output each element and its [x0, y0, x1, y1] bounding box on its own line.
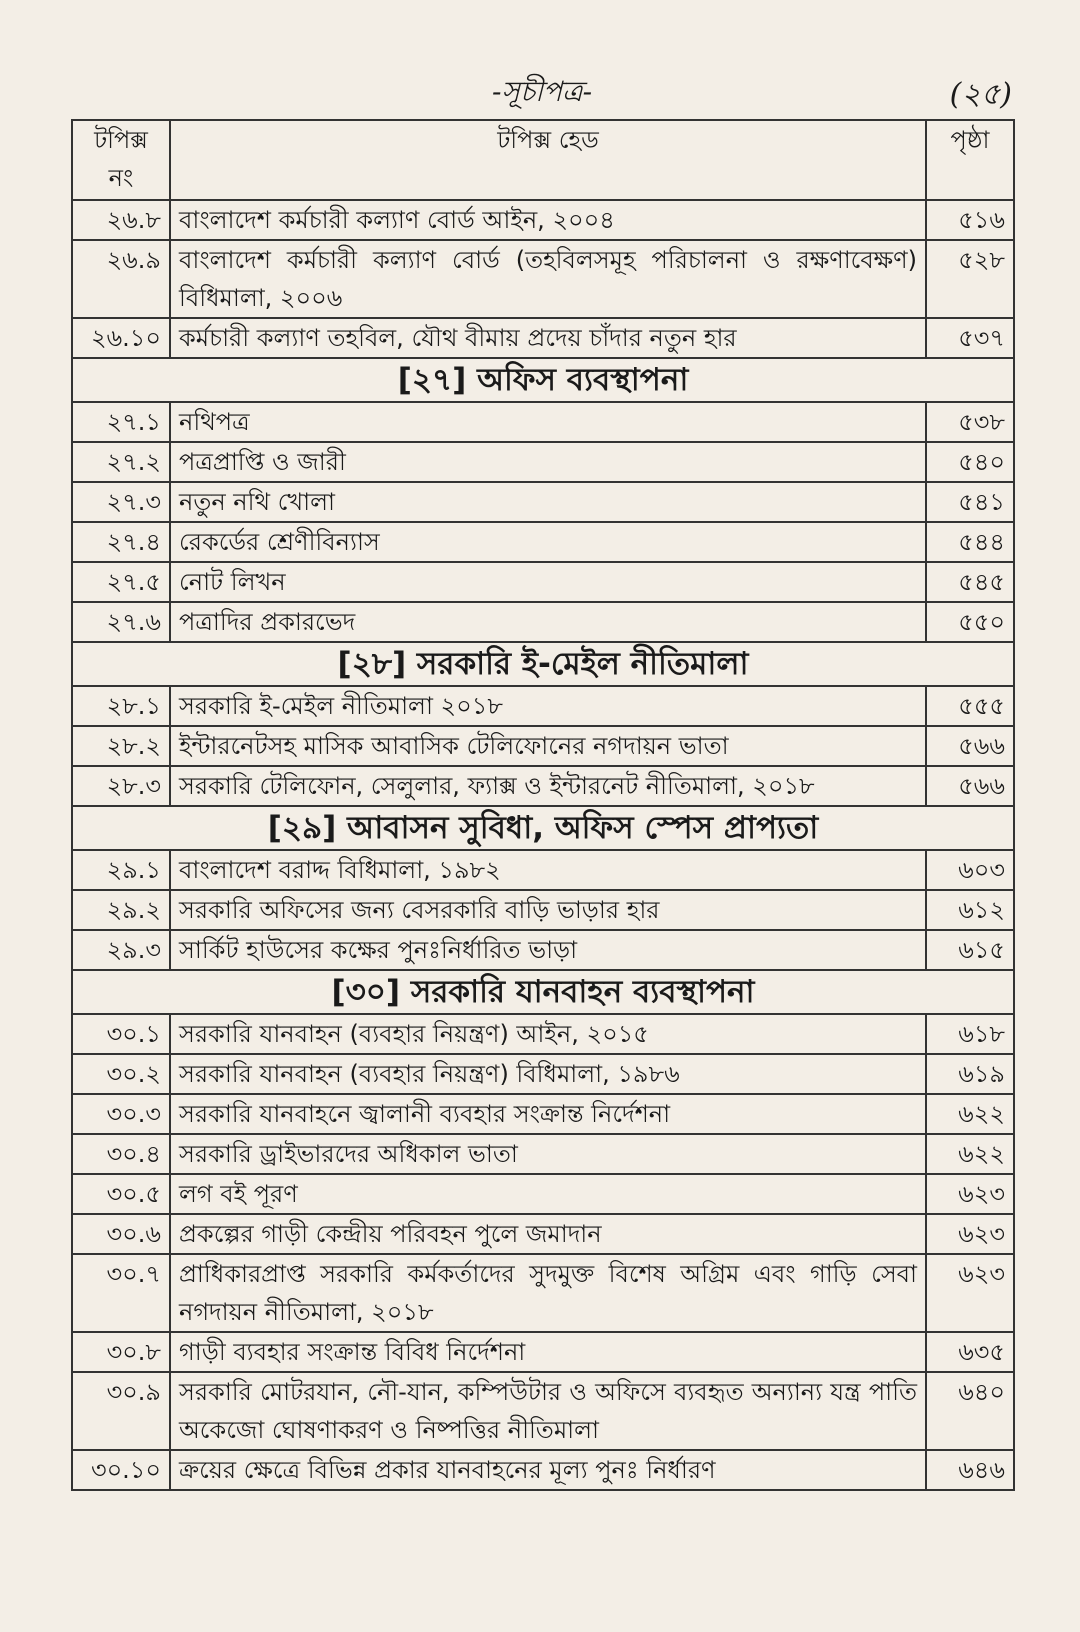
- topic-number: ২৭.২: [72, 442, 170, 482]
- topic-title: প্রাধিকারপ্রাপ্ত সরকারি কর্মকর্তাদের সুদমুক্ত বিশেষ অগ্রিম এবং গাড়ি সেবা নগদায়ন নীতিমালা, ২০১৮: [170, 1254, 926, 1332]
- table-row: [72, 200, 1014, 240]
- topic-number: ৩০.৫: [72, 1174, 170, 1214]
- topic-title: সরকারি ই-মেইল নীতিমালা ২০১৮: [170, 686, 926, 726]
- topic-title: ইন্টারনেটসহ মাসিক আবাসিক টেলিফোনের নগদায়ন ভাতা: [170, 726, 926, 766]
- column-header-topic-no: টপিক্স নং: [72, 120, 170, 200]
- topic-number: ৩০.১: [72, 1014, 170, 1054]
- table-row: [72, 1014, 1014, 1054]
- page-ref: ৫৪৪: [926, 522, 1014, 562]
- page-ref: ৬২৩: [926, 1214, 1014, 1254]
- table-row: [72, 1332, 1014, 1372]
- topic-title: নোট লিখন: [170, 562, 926, 602]
- table-row: [72, 686, 1014, 726]
- page-ref: ৬২৩: [926, 1254, 1014, 1332]
- page-ref: ৬২২: [926, 1134, 1014, 1174]
- page-ref: ৬২২: [926, 1094, 1014, 1134]
- topic-number: ২৯.২: [72, 890, 170, 930]
- contents-table: [71, 119, 1015, 1491]
- section-heading-text: [২৭] অফিস ব্যবস্থাপনা: [397, 362, 689, 398]
- table-row: [72, 1134, 1014, 1174]
- topic-number: ৩০.১০: [72, 1450, 170, 1490]
- page-ref: ৬১৮: [926, 1014, 1014, 1054]
- table-row: [72, 850, 1014, 890]
- topic-title: কর্মচারী কল্যাণ তহবিল, যৌথ বীমায় প্রদেয় চাঁদার নতুন হার: [170, 318, 926, 358]
- topic-title: গাড়ী ব্যবহার সংক্রান্ত বিবিধ নির্দেশনা: [170, 1332, 926, 1372]
- topic-title: নতুন নথি খোলা: [170, 482, 926, 522]
- table-header-row: [72, 120, 1014, 200]
- topic-number: ৩০.২: [72, 1054, 170, 1094]
- topic-title: নথিপত্র: [170, 402, 926, 442]
- topic-number: ৩০.৯: [72, 1372, 170, 1450]
- topic-title: বাংলাদেশ বরাদ্দ বিধিমালা, ১৯৮২: [170, 850, 926, 890]
- topic-title: সরকারি মোটরযান, নৌ-যান, কম্পিউটার ও অফিসে ব্যবহৃত অন্যান্য যন্ত্র পাতি অকেজো ঘোষণাকরণ ও নিষ্পত্তির নীতিমালা: [170, 1372, 926, 1450]
- table-row: [72, 1254, 1014, 1332]
- topic-number: ২৬.৮: [72, 200, 170, 240]
- table-row: [72, 1214, 1014, 1254]
- table-row: [72, 890, 1014, 930]
- topic-title: সরকারি অফিসের জন্য বেসরকারি বাড়ি ভাড়ার হার: [170, 890, 926, 930]
- table-row: [72, 1174, 1014, 1214]
- table-row: [72, 726, 1014, 766]
- section-heading-row: [72, 358, 1014, 402]
- table-row: [72, 318, 1014, 358]
- table-row: [72, 522, 1014, 562]
- page-ref: ৫২৮: [926, 240, 1014, 318]
- column-header-page: পৃষ্ঠা: [926, 120, 1014, 200]
- topic-title: বাংলাদেশ কর্মচারী কল্যাণ বোর্ড (তহবিলসমূহ পরিচালনা ও রক্ষণাবেক্ষণ) বিধিমালা, ২০০৬: [170, 240, 926, 318]
- topic-title: পত্রাদির প্রকারভেদ: [170, 602, 926, 642]
- page-ref: ৬০৩: [926, 850, 1014, 890]
- section-heading-row: [72, 642, 1014, 686]
- page-number: (২৫): [949, 77, 1012, 112]
- section-heading-text: [২৯] আবাসন সুবিধা, অফিস স্পেস প্রাপ্যতা: [267, 810, 819, 846]
- topic-number: ২৬.৯: [72, 240, 170, 318]
- section-heading-text: [২৮] সরকারি ই-মেইল নীতিমালা: [337, 646, 749, 682]
- section-heading-row: [72, 806, 1014, 850]
- topic-title: পত্রপ্রাপ্তি ও জারী: [170, 442, 926, 482]
- page-title: -সূচীপত্র-: [491, 75, 593, 108]
- page-ref: ৫১৬: [926, 200, 1014, 240]
- topic-number: ২৭.৫: [72, 562, 170, 602]
- section-heading: [72, 806, 1014, 850]
- page-ref: ৫৩৮: [926, 402, 1014, 442]
- topic-number: ২৭.৩: [72, 482, 170, 522]
- section-heading-text: [৩০] সরকারি যানবাহন ব্যবস্থাপনা: [331, 974, 755, 1010]
- page-ref: ৫৫০: [926, 602, 1014, 642]
- topic-number: ২৮.৩: [72, 766, 170, 806]
- topic-number: ৩০.৭: [72, 1254, 170, 1332]
- table-row: [72, 240, 1014, 318]
- topic-number: ২৯.৩: [72, 930, 170, 970]
- column-header-topic-head: টপিক্স হেড: [170, 120, 926, 200]
- topic-number: ৩০.৮: [72, 1332, 170, 1372]
- section-heading: [72, 642, 1014, 686]
- topic-title: সরকারি যানবাহনে জ্বালানী ব্যবহার সংক্রান্ত নির্দেশনা: [170, 1094, 926, 1134]
- topic-number: ২৮.২: [72, 726, 170, 766]
- section-heading: [72, 358, 1014, 402]
- topic-title: সরকারি যানবাহন (ব্যবহার নিয়ন্ত্রণ) বিধিমালা, ১৯৮৬: [170, 1054, 926, 1094]
- topic-title: লগ বই পূরণ: [170, 1174, 926, 1214]
- table-row: [72, 766, 1014, 806]
- topic-title: সার্কিট হাউসের কক্ষের পুনঃনির্ধারিত ভাড়া: [170, 930, 926, 970]
- table-row: [72, 1054, 1014, 1094]
- section-heading: [72, 970, 1014, 1014]
- table-row: [72, 930, 1014, 970]
- topic-title: প্রকল্পের গাড়ী কেন্দ্রীয় পরিবহন পুলে জমাদান: [170, 1214, 926, 1254]
- topic-number: ২৬.১০: [72, 318, 170, 358]
- page-header: [72, 70, 1012, 114]
- table-row: [72, 1372, 1014, 1450]
- table-row: [72, 482, 1014, 522]
- table-row: [72, 1450, 1014, 1490]
- page-ref: ৬১৯: [926, 1054, 1014, 1094]
- page-ref: ৬১৫: [926, 930, 1014, 970]
- section-heading-row: [72, 970, 1014, 1014]
- table-row: [72, 1094, 1014, 1134]
- page-ref: ৬১২: [926, 890, 1014, 930]
- page-ref: ৫৬৬: [926, 766, 1014, 806]
- page-ref: ৫৬৬: [926, 726, 1014, 766]
- page-ref: ৬৪৬: [926, 1450, 1014, 1490]
- page-ref: ৬৩৫: [926, 1332, 1014, 1372]
- topic-title: বাংলাদেশ কর্মচারী কল্যাণ বোর্ড আইন, ২০০৪: [170, 200, 926, 240]
- table-row: [72, 402, 1014, 442]
- topic-title: রেকর্ডের শ্রেণীবিন্যাস: [170, 522, 926, 562]
- page-ref: ৫৫৫: [926, 686, 1014, 726]
- contents-body: [72, 200, 1014, 1490]
- page-ref: ৫৪১: [926, 482, 1014, 522]
- page-ref: ৬২৩: [926, 1174, 1014, 1214]
- page-ref: ৫৪০: [926, 442, 1014, 482]
- topic-title: সরকারি যানবাহন (ব্যবহার নিয়ন্ত্রণ) আইন, ২০১৫: [170, 1014, 926, 1054]
- topic-number: ৩০.৪: [72, 1134, 170, 1174]
- topic-title: সরকারি ড্রাইভারদের অধিকাল ভাতা: [170, 1134, 926, 1174]
- topic-title: ক্রয়ের ক্ষেত্রে বিভিন্ন প্রকার যানবাহনের মূল্য পুনঃ নির্ধারণ: [170, 1450, 926, 1490]
- topic-number: ২৭.১: [72, 402, 170, 442]
- topic-number: ২৯.১: [72, 850, 170, 890]
- table-row: [72, 562, 1014, 602]
- topic-number: ৩০.৬: [72, 1214, 170, 1254]
- topic-number: ৩০.৩: [72, 1094, 170, 1134]
- topic-number: ২৭.৬: [72, 602, 170, 642]
- page-ref: ৫৪৫: [926, 562, 1014, 602]
- topic-number: ২৮.১: [72, 686, 170, 726]
- topic-number: ২৭.৪: [72, 522, 170, 562]
- page-ref: ৬৪০: [926, 1372, 1014, 1450]
- page-ref: ৫৩৭: [926, 318, 1014, 358]
- table-row: [72, 442, 1014, 482]
- table-row: [72, 602, 1014, 642]
- topic-title: সরকারি টেলিফোন, সেলুলার, ফ্যাক্স ও ইন্টারনেট নীতিমালা, ২০১৮: [170, 766, 926, 806]
